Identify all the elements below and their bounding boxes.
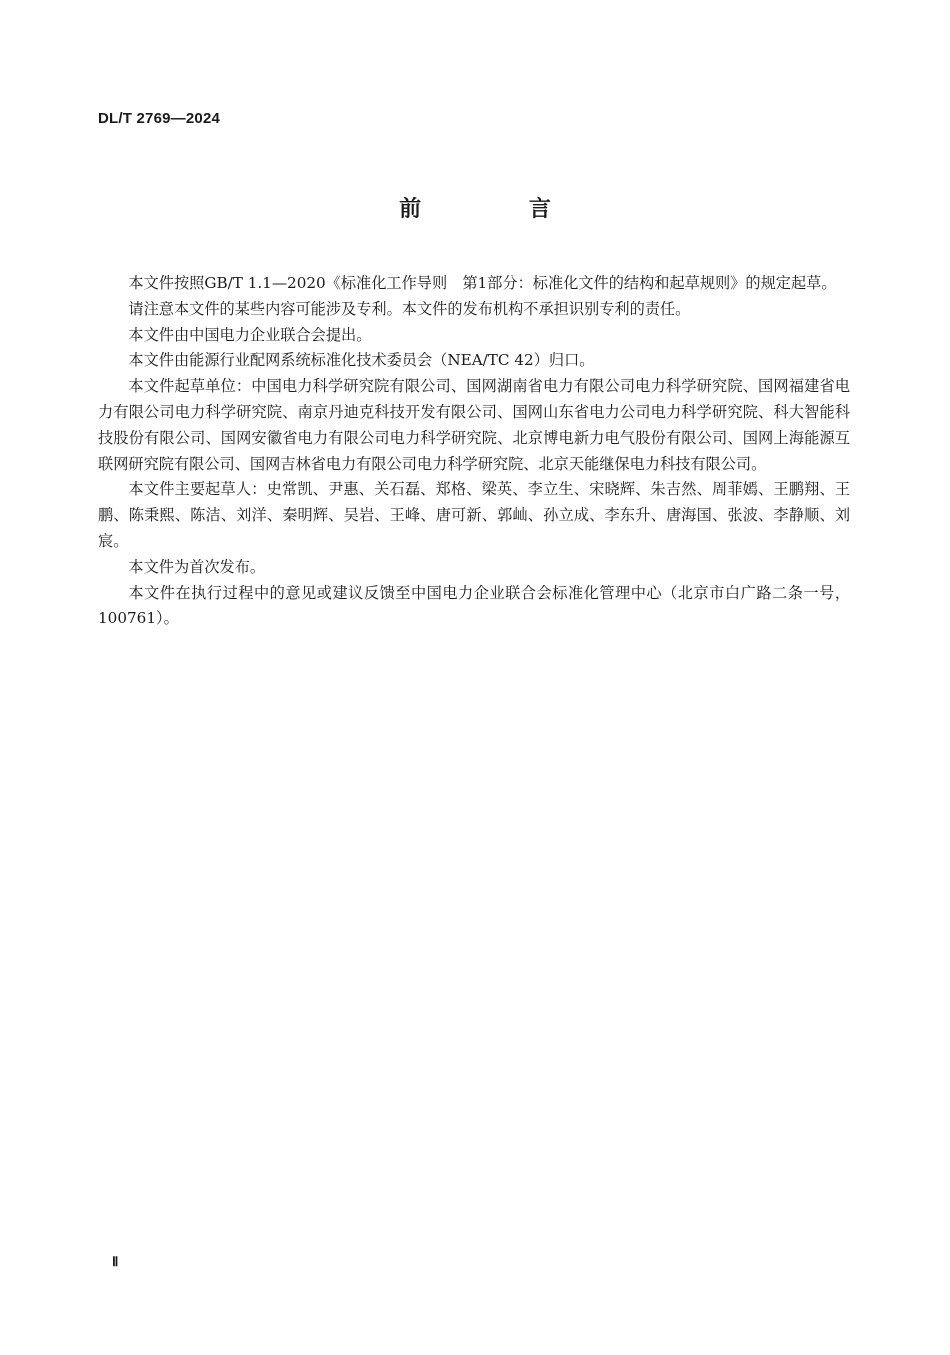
paragraph-patent-notice: 请注意本文件的某些内容可能涉及专利。本文件的发布机构不承担识别专利的责任。 — [128, 299, 691, 318]
page-number: Ⅱ — [112, 1254, 119, 1269]
paragraph-drafting-units: 本文件起草单位：中国电力科学研究院有限公司、国网湖南省电力有限公司电力科学研究院、国网福建省电力有限公司电力科学研究院、南京丹迪克科技开发有限公司、国网山东省电力公司电力科学研究院、科大智能科技股份有限公司、国网安徽省电力有限公司电力科学研究院、北京博电新力电气股份有限公司、国网上海能源互联网研究院有限公司、国网吉林省电力有限公司电力科学研究院、北京天能继保电力科技有限公司。 — [98, 377, 850, 473]
document-code: DL/T 2769—2024 — [98, 110, 221, 127]
paragraph-feedback: 本文件在执行过程中的意见或建议反馈至中国电力企业联合会标准化管理中心（北京市白广路二条一号，100761）。 — [98, 583, 850, 628]
foreword-body — [98, 271, 850, 632]
paragraph-proposer: 本文件由中国电力企业联合会提出。 — [128, 325, 372, 344]
paragraph-drafters: 本文件主要起草人：史常凯、尹惠、关石磊、郑格、梁英、李立生、宋晓辉、朱吉然、周菲嫣、王鹏翔、王鹏、陈秉熙、陈洁、刘洋、秦明辉、吴岩、王峰、唐可新、郭屾、孙立成、李东升、唐海国、张波、李静顺、刘宸。 — [98, 480, 850, 550]
paragraph-drafting-rules: 本文件按照GB/T 1.1—2020《标准化工作导则 第1部分：标准化文件的结构和起草规则》的规定起草。 — [128, 274, 837, 292]
page-title: 前 言 — [399, 197, 601, 222]
paragraph-first-release: 本文件为首次发布。 — [128, 557, 266, 576]
paragraph-committee: 本文件由能源行业配网系统标准化技术委员会（NEA/TC 42）归口。 — [128, 351, 595, 370]
